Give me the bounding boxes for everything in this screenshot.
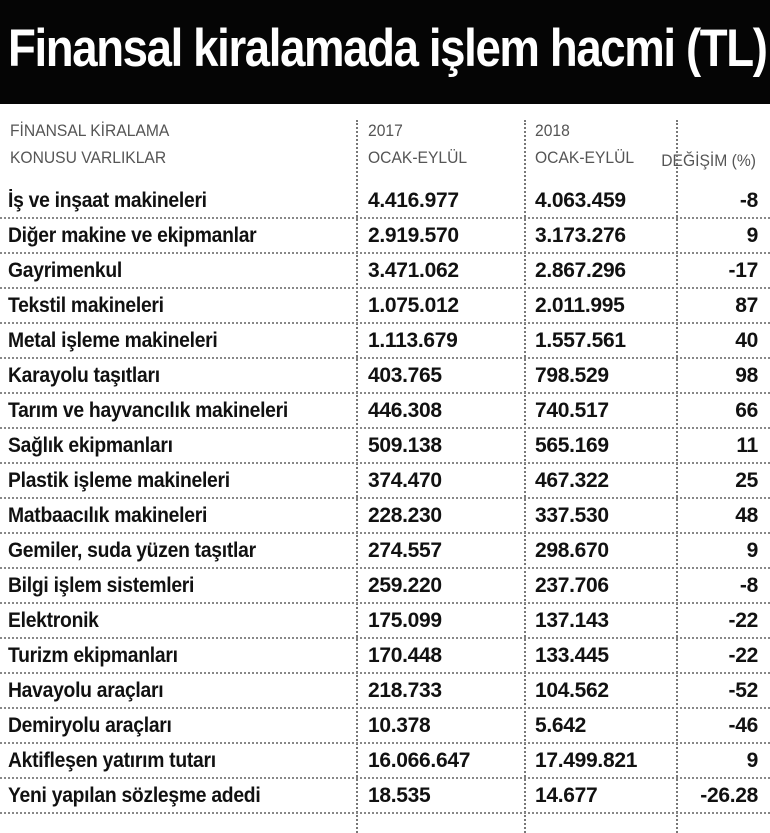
value-2018: 14.677 [535,784,598,807]
change-percent: 9 [746,224,758,247]
value-2018: 337.530 [535,504,609,527]
change-percent: -8 [739,574,758,597]
table-row [0,709,770,744]
change-percent: -22 [728,644,758,667]
value-2017: 175.099 [368,609,442,632]
title-bar [0,0,770,104]
asset-name: Aktifleşen yatırım tutarı [8,749,216,772]
value-2017: 10.378 [368,714,431,737]
value-2017: 1.113.679 [368,329,458,352]
table-row [0,779,770,814]
change-percent: 9 [746,539,758,562]
asset-name: Metal işleme makineleri [8,329,218,352]
change-percent: -46 [728,714,758,737]
table-row [0,744,770,779]
header-2017 [368,117,467,171]
table-row [0,429,770,464]
value-2018: 5.642 [535,714,587,737]
asset-name: Yeni yapılan sözleşme adedi [8,784,261,807]
asset-name: Plastik işleme makineleri [8,469,230,492]
value-2018: 4.063.459 [535,189,626,212]
value-2018: 2.011.995 [535,294,625,317]
asset-name: Tekstil makineleri [8,294,164,317]
change-percent: -52 [728,679,758,702]
value-2017: 18.535 [368,784,431,807]
header-2018 [535,117,634,171]
header-2017-year: 2017 [368,121,403,140]
value-2018: 798.529 [535,364,609,387]
table-row [0,254,770,289]
header-2018-period: OCAK-EYLÜL [535,148,635,167]
table-row [0,394,770,429]
header-asset-line2: KONUSU VARLIKLAR [10,148,167,167]
value-2018: 298.670 [535,539,609,562]
asset-name: Sağlık ekipmanları [8,434,173,457]
value-2017: 170.448 [368,644,442,667]
value-2017: 16.066.647 [368,749,471,772]
value-2017: 3.471.062 [368,259,459,282]
change-percent: -26.28 [700,784,758,807]
table-row [0,674,770,709]
value-2018: 17.499.821 [535,749,638,772]
data-table [0,184,770,814]
asset-name: İş ve inşaat makineleri [8,189,207,212]
value-2018: 1.557.561 [535,329,626,352]
header-change-label: DEĞİŞİM (%) [661,151,756,170]
change-percent: 87 [735,294,758,317]
asset-name: Havayolu araçları [8,679,164,702]
table-row [0,219,770,254]
value-2017: 4.416.977 [368,189,459,212]
value-2017: 218.733 [368,679,442,702]
asset-name: Gayrimenkul [8,259,123,282]
value-2018: 740.517 [535,399,609,422]
value-2018: 133.445 [535,644,609,667]
table-row [0,184,770,219]
value-2017: 403.765 [368,364,442,387]
table-row [0,324,770,359]
page-title: Finansal kiralamada işlem hacmi (TL) [8,19,767,78]
table-row [0,359,770,394]
asset-name: Tarım ve hayvancılık makineleri [8,399,288,422]
asset-name: Bilgi işlem sistemleri [8,574,195,597]
value-2018: 237.706 [535,574,609,597]
value-2017: 259.220 [368,574,442,597]
change-percent: -8 [739,189,758,212]
asset-name: Diğer makine ve ekipmanlar [8,224,257,247]
value-2018: 2.867.296 [535,259,626,282]
asset-name: Turizm ekipmanları [8,644,178,667]
value-2017: 1.075.012 [368,294,459,317]
change-percent: 48 [735,504,758,527]
value-2018: 137.143 [535,609,609,632]
table-row [0,534,770,569]
header-2017-period: OCAK-EYLÜL [368,148,468,167]
table-row [0,289,770,324]
value-2017: 274.557 [368,539,442,562]
change-percent: 11 [736,434,758,457]
asset-name: Gemiler, suda yüzen taşıtlar [8,539,256,562]
change-percent: 40 [735,329,758,352]
value-2017: 509.138 [368,434,442,457]
table-row [0,569,770,604]
value-2017: 446.308 [368,399,442,422]
change-percent: -17 [728,259,758,282]
value-2018: 3.173.276 [535,224,626,247]
change-percent: 25 [735,469,758,492]
header-asset-line1: FİNANSAL KİRALAMA [10,121,170,140]
value-2017: 2.919.570 [368,224,459,247]
change-percent: 9 [746,749,758,772]
asset-name: Elektronik [8,609,99,632]
value-2018: 467.322 [535,469,609,492]
table-row [0,604,770,639]
value-2017: 228.230 [368,504,442,527]
table-row [0,464,770,499]
change-percent: 66 [735,399,758,422]
asset-name: Matbaacılık makineleri [8,504,208,527]
value-2018: 565.169 [535,434,609,457]
table-row [0,639,770,674]
asset-name: Demiryolu araçları [8,714,172,737]
header-asset [10,117,169,171]
change-percent: -22 [728,609,758,632]
value-2017: 374.470 [368,469,442,492]
table-row [0,499,770,534]
value-2018: 104.562 [535,679,609,702]
change-percent: 98 [735,364,758,387]
header-2018-year: 2018 [535,121,570,140]
asset-name: Karayolu taşıtları [8,364,160,387]
